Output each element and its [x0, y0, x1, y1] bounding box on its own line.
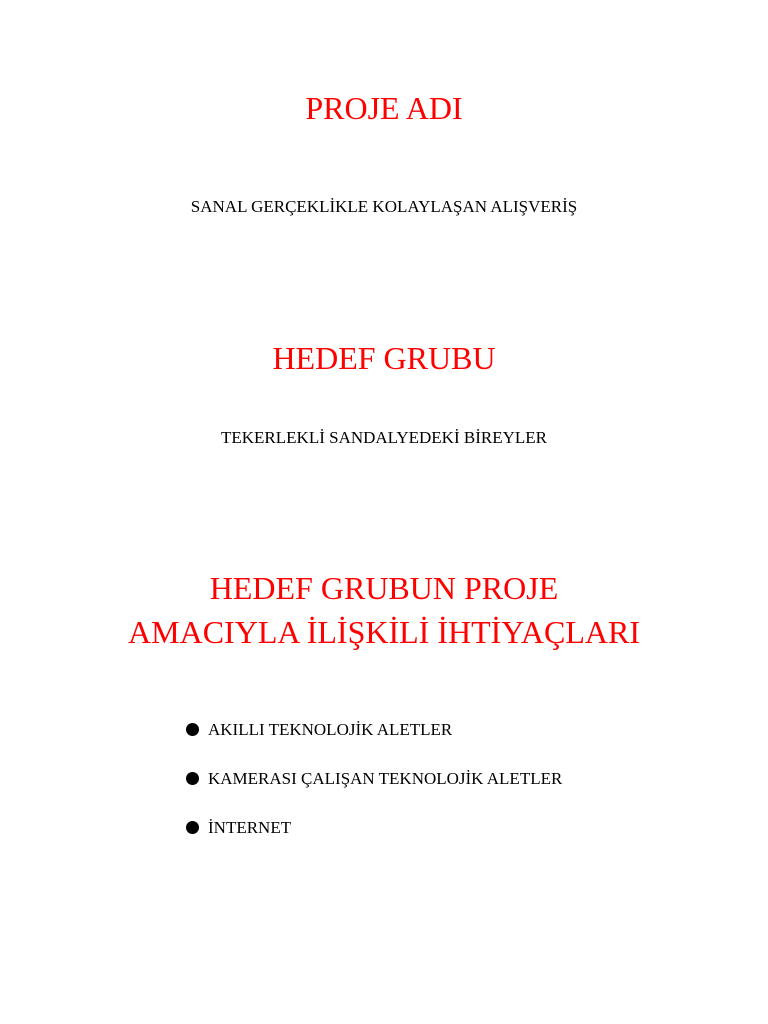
- list-item-text: AKILLI TEKNOLOJİK ALETLER: [208, 720, 453, 739]
- target-group-heading: HEDEF GRUBU: [272, 340, 496, 376]
- bullet-icon: [186, 772, 199, 785]
- needs-heading-line-1: HEDEF GRUBUN PROJE: [209, 570, 559, 606]
- bullet-icon: [186, 723, 199, 736]
- list-item: [186, 718, 562, 742]
- project-name-heading: PROJE ADI: [305, 90, 463, 126]
- list-item: [186, 816, 562, 840]
- project-name-value: SANAL GERÇEKLİKLE KOLAYLAŞAN ALIŞVERİŞ: [190, 197, 578, 216]
- list-item-text: KAMERASI ÇALIŞAN TEKNOLOJİK ALETLER: [208, 769, 563, 788]
- list-item-text: İNTERNET: [208, 818, 292, 837]
- list-item: [186, 767, 562, 791]
- target-group-value: TEKERLEKLİ SANDALYEDEKİ BİREYLER: [221, 428, 547, 447]
- bullet-icon: [186, 821, 199, 834]
- needs-list: [186, 718, 562, 865]
- needs-heading: [0, 566, 768, 654]
- needs-heading-line-2: AMACIYLA İLİŞKİLİ İHTİYAÇLARI: [128, 614, 640, 650]
